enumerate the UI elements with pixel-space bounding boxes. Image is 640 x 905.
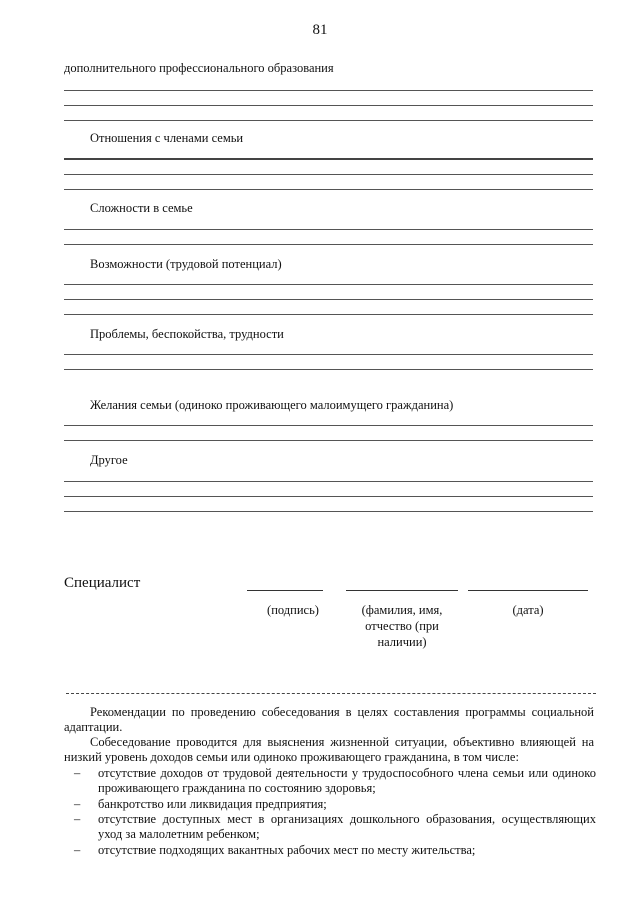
- full-name-caption-line: (фамилия, имя,: [361, 603, 443, 617]
- fill-line: [64, 496, 593, 497]
- full-name-line: [346, 590, 458, 591]
- full-name-caption: [346, 602, 458, 650]
- fill-line: [64, 369, 593, 370]
- section-label-problems: Проблемы, беспокойства, трудности: [90, 327, 284, 341]
- fill-line: [64, 174, 593, 175]
- fill-line: [64, 425, 593, 426]
- page-number: 81: [312, 22, 328, 38]
- cut-line: [66, 693, 596, 694]
- fill-line: [64, 189, 593, 190]
- bullet-dash: –: [74, 843, 81, 857]
- list-item-text: банкротство или ликвидация предприятия;: [98, 797, 327, 811]
- section-label-family-difficulties: Сложности в семье: [90, 201, 193, 215]
- recommendations-intro: Собеседование проводится для выяснения жизненной ситуации, объективно влияющей на низкий уровень доходов семьи или одиноко проживающего гражданина, в том числе:: [64, 735, 594, 764]
- fill-line: [64, 440, 593, 441]
- list-item: [64, 843, 596, 858]
- date-caption: (дата): [512, 603, 544, 617]
- list-item-text: отсутствие доступных мест в организациях дошкольного образования, осуществляющих уход за малолетним ребенком;: [98, 812, 596, 841]
- fill-line: [64, 158, 593, 160]
- full-name-caption-line: наличии): [377, 635, 427, 649]
- fill-line: [64, 229, 593, 230]
- bullet-dash: –: [74, 812, 81, 826]
- date-line: [468, 590, 588, 591]
- list-item: [64, 812, 596, 842]
- section-label-family-relations: Отношения с членами семьи: [90, 131, 244, 145]
- fill-line: [64, 481, 593, 482]
- list-item: [64, 766, 596, 796]
- list-item-text: отсутствие подходящих вакантных рабочих мест по месту жительства;: [98, 843, 476, 857]
- section-label-labor-potential: Возможности (трудовой потенциал): [90, 257, 282, 271]
- fill-line: [64, 314, 593, 315]
- fill-line: [64, 299, 593, 300]
- fill-line: [64, 511, 593, 512]
- continuation-text: дополнительного профессионального образования: [64, 61, 334, 75]
- fill-line: [64, 105, 593, 106]
- fill-line: [64, 90, 593, 91]
- recommendations-title: Рекомендации по проведению собеседования в целях составления программы социальной адаптации.: [64, 705, 594, 734]
- list-item-text: отсутствие доходов от трудовой деятельности у трудоспособного члена семьи или одиноко проживающего гражданина по состоянию здоровья;: [98, 766, 596, 795]
- specialist-label: Специалист: [64, 575, 141, 591]
- fill-line: [64, 354, 593, 355]
- list-item: [64, 797, 596, 812]
- fill-line: [64, 244, 593, 245]
- section-label-other: Другое: [90, 453, 128, 467]
- full-name-caption-line: отчество (при: [365, 619, 439, 633]
- fill-line: [64, 120, 593, 121]
- signature-caption: (подпись): [267, 603, 319, 617]
- bullet-dash: –: [74, 797, 81, 811]
- signature-line: [247, 590, 323, 591]
- fill-line: [64, 284, 593, 285]
- section-label-family-wishes: Желания семьи (одиноко проживающего малоимущего гражданина): [90, 398, 454, 412]
- bullet-dash: –: [74, 766, 81, 780]
